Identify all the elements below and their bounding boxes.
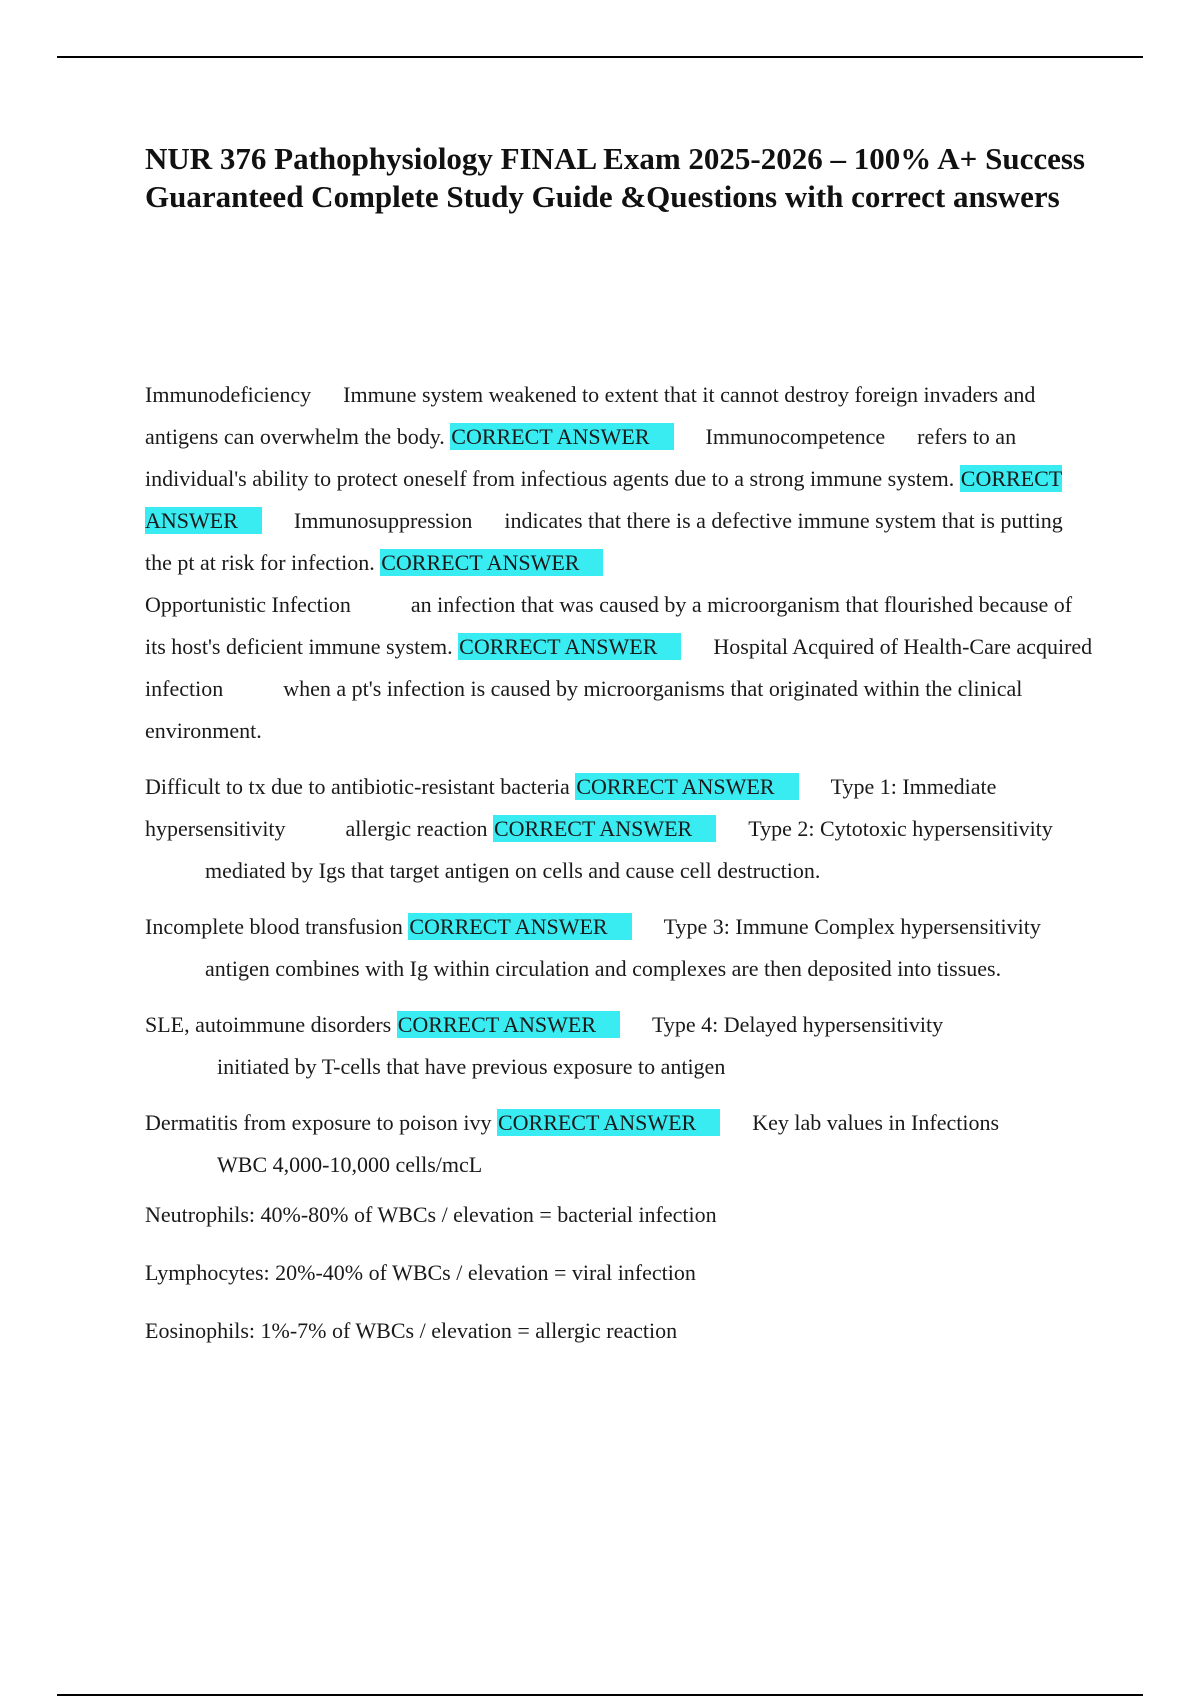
correct-answer-tag: CORRECT ANSWER bbox=[450, 423, 673, 450]
term-immunosuppression: Immunosuppression bbox=[293, 508, 473, 533]
definition-wbc-range: WBC 4,000-10,000 cells/mcL bbox=[217, 1152, 483, 1177]
correct-answer-tag: CORRECT ANSWER bbox=[408, 913, 631, 940]
correct-answer-tag: CORRECT ANSWER bbox=[493, 815, 716, 842]
term-type-4: Type 4: Delayed hypersensitivity bbox=[652, 1012, 944, 1037]
definition-type-2: mediated by Igs that target antigen on cells and cause cell destruction. bbox=[205, 858, 821, 883]
term-type-1: Type 1: Immediate hypersensitivity bbox=[145, 774, 997, 841]
definition-immunocompetence: refers to an individual's ability to protect oneself from infectious agents due to a strong immune system. bbox=[145, 424, 1017, 491]
answer-text: Difficult to tx due to antibiotic-resistant bacteria bbox=[145, 774, 570, 799]
paragraph-hypersensitivity-4 bbox=[145, 1004, 1095, 1088]
document-page bbox=[145, 140, 1095, 1374]
document-body bbox=[145, 374, 1095, 1346]
term-type-3: Type 3: Immune Complex hypersensitivity bbox=[663, 914, 1041, 939]
term-key-lab-values: Key lab values in Infections bbox=[752, 1110, 1000, 1135]
definition-immunodeficiency: Immune system weakened to extent that it cannot destroy foreign invaders and antigens can overwhelm the body. bbox=[145, 382, 1036, 449]
definition-type-1: allergic reaction bbox=[345, 816, 488, 841]
correct-answer-tag: CORRECT ANSWER bbox=[575, 773, 798, 800]
correct-answer-tag: CORRECT ANSWER bbox=[380, 549, 603, 576]
paragraph-hypersensitivity-1-2 bbox=[145, 766, 1095, 892]
definition-type-3: antigen combines with Ig within circulation and complexes are then deposited into tissues. bbox=[205, 956, 1002, 981]
term-opportunistic-infection: Opportunistic Infection bbox=[145, 592, 351, 617]
header-rule bbox=[57, 56, 1143, 58]
term-type-2: Type 2: Cytotoxic hypersensitivity bbox=[748, 816, 1053, 841]
term-immunocompetence: Immunocompetence bbox=[705, 424, 886, 449]
answer-text: SLE, autoimmune disorders bbox=[145, 1012, 392, 1037]
definition-immunosuppression: indicates that there is a defective immune system that is putting the pt at risk for infection. bbox=[145, 508, 1063, 575]
document-title: NUR 376 Pathophysiology FINAL Exam 2025-2026 – 100% A+ Success Guaranteed Complete Study Guide &Questions with correct answers bbox=[145, 141, 1085, 214]
correct-answer-tag: CORRECT ANSWER bbox=[397, 1011, 620, 1038]
definition-opportunistic-infection: an infection that was caused by a microorganism that flourished because of its host's deficient immune system. bbox=[145, 592, 1073, 659]
footer-rule bbox=[57, 1694, 1143, 1696]
paragraph-hypersensitivity-3 bbox=[145, 906, 1095, 990]
definition-hospital-acquired-infection: when a pt's infection is caused by microorganisms that originated within the clinical environment. bbox=[145, 676, 1023, 743]
paragraph-immunity-terms bbox=[145, 374, 1095, 752]
lab-line-lymphocytes: Lymphocytes: 20%-40% of WBCs / elevation = viral infection bbox=[145, 1260, 696, 1285]
correct-answer-tag: CORRECT ANSWER bbox=[145, 466, 1063, 533]
definition-type-4: initiated by T-cells that have previous exposure to antigen bbox=[217, 1054, 726, 1079]
term-immunodeficiency: Immunodeficiency bbox=[145, 382, 312, 407]
answer-text: Dermatitis from exposure to poison ivy bbox=[145, 1110, 492, 1135]
correct-answer-tag: CORRECT ANSWER bbox=[497, 1109, 720, 1136]
answer-text: Incomplete blood transfusion bbox=[145, 914, 403, 939]
lab-line-neutrophils: Neutrophils: 40%-80% of WBCs / elevation = bacterial infection bbox=[145, 1202, 717, 1227]
term-hospital-acquired-infection: Hospital Acquired of Health-Care acquired infection bbox=[145, 634, 1093, 701]
paragraph-lab-values bbox=[145, 1102, 1095, 1186]
lab-line-eosinophils: Eosinophils: 1%-7% of WBCs / elevation = allergic reaction bbox=[145, 1318, 678, 1343]
correct-answer-tag: CORRECT ANSWER bbox=[458, 633, 681, 660]
